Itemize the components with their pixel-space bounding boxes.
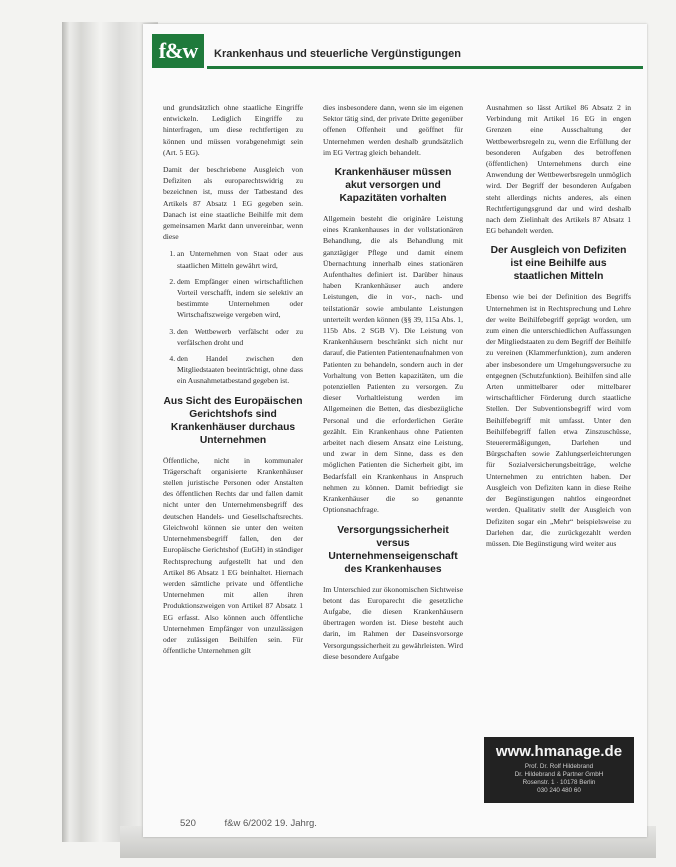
paragraph: Öffentliche, nicht in kommunaler Trägerschaft organisierte Krankenhäuser stellen juristische Personen oder Anstalten des öffentlichen Rechts dar und fallen damit nicht unter den Unternehmensbegriff des deutschen Handels- und Gesellschaftsrechts. Gleichwohl können sie unter den weiten Unternehmensbegriff fallen, den der Europäische Gerichtshof (EuGH) in ständiger Rechtsprechung aufgestellt hat und den Artikel 86 Absatz 1 EG beinhaltet. Hiernach werden sämtliche private und öffentliche Unternehmen mit allen ihren Produktionszweigen von Artikel 87 Absatz 1 EG erfasst. Also können auch öffentliche Unternehmen Empfänger von unzulässigen oder zulässigen Beihilfen sein. Für öffentliche Unternehmen gilt bbox=[163, 455, 303, 656]
criteria-list bbox=[163, 248, 303, 386]
text-column-3 bbox=[486, 102, 631, 555]
journal-logo: f&w bbox=[152, 34, 204, 68]
list-item: 1. an Unternehmen von Staat oder aus staatlichen Mitteln gewährt wird, bbox=[177, 248, 303, 270]
section-title: Krankenhaus und steuerliche Vergünstigungen bbox=[214, 48, 461, 60]
page-number: 520 bbox=[180, 818, 196, 829]
ad-text-line: Rosenstr. 1 · 10178 Berlin bbox=[522, 779, 596, 786]
paragraph: Allgemein besteht die originäre Leistung eines Krankenhauses in der vollstationären Behandlung, die als Behandlung mit ganztägiger Pflege und damit einem Übernachtung innerhalb eines stationären Aufenthaltes definiert ist. Darüber hinaus haben Krankenhäuser auch andere Leistungen, die in vor-, nach- und teilstationär sowie ambulante Leistungen unterteilt werden können (§§ 39, 115a Abs. 1, 115b Abs. 2 SGB V). Die Leistung von Krankenhäusern beschränkt sich nicht nur darauf, die Patienten Patientenaufnahmen von Patienten zu behandeln, sondern auch in der Vorhaltung von Betten kapazitäten, um die potenziellen Patienten zu versorgen. Zu dieser Vorhaltleistung werden im Allgemeinen die Betten, das diesbezügliche Personal und die erforderlichen Geräte gezählt. Ein Krankenhaus ohne Patienten arbeitet nach diesem Ansatz eine Leistung, und zwar in dem Sinne, dass es den möglichen Patienten die Sicherheit gibt, im Bedarfsfall ein Krankenhaus in Anspruch nehmen zu können. Damit befriedigt sie Krankenhäuser die so genannte Optionsnachfrage. bbox=[323, 214, 463, 515]
ad-text-line: Prof. Dr. Rolf Hildebrand bbox=[524, 763, 594, 770]
paragraph: und grundsätzlich ohne staatliche Eingriffe entwickeln. Lediglich Eingriffe zu hinterfragen, um diese rechtfertigen zu können und müssen vorabgenehmigt sein (Art. 5 EG). bbox=[163, 103, 303, 157]
page-footer bbox=[180, 818, 343, 829]
ad-url[interactable]: www.hmanage.de bbox=[495, 743, 623, 760]
ad-text-line: Dr. Hildebrand & Partner GmbH bbox=[514, 771, 604, 778]
paragraph: dies insbesondere dann, wenn sie im eigenen Sektor tätig sind, der private Dritte gegenüber offenen Offenheit und geöffnet für Unternehmen werden deshalb grundsätzlich im EG Vertrag gleich behandelt. bbox=[323, 103, 463, 157]
list-item: 4. den Handel zwischen den Mitgliedstaaten beeinträchtigt, ohne dass ein Ausnahmetatbestand gegeben ist. bbox=[177, 353, 303, 387]
text-column-1 bbox=[163, 102, 303, 662]
header-rule bbox=[207, 66, 643, 69]
paragraph: Im Unterschied zur ökonomischen Sichtweise betont das Europarecht die gesetzliche Aufgabe, die diesen Krankenhäusern übertragen worden ist. Diese besteht auch darin, im Rahmen der Daseinsvorsorge Versorgungssicherheit zu gewährleisten. Wird diese besondere Aufgabe bbox=[323, 584, 463, 661]
issue-info: f&w 6/2002 19. Jahrg. bbox=[224, 818, 317, 829]
subheading: Krankenhäuser müssen akut versorgen und Kapazitäten vorhalten bbox=[334, 167, 452, 205]
subheading: Aus Sicht des Europäischen Gerichtshofs sind Krankenhäuser durchaus Unternehmen bbox=[163, 395, 303, 446]
paragraph: Ebenso wie bei der Definition des Begriffs Unternehmen ist in Rechtsprechung und Lehre der weite Beihilfebegriff geprägt worden, um zum einen die unterschiedlichen Auffassungen der Mitgliedstaaten zu dem Begriff der Beihilfe zu vereinen (Klammerfunktion), zum anderen aber insbesondere um Umgehungsversuche zu entgegnen (Schutzfunktion). Beihilfen sind alle Arten unmittelbarer oder mittelbarer wirtschaftlicher Förderung durch staatliche Stellen. Der Subventionsbegriff wird vom Beihilfebegriff mit umfasst. Unter den Beihilfebegriff fallen etwa Zinszuschüsse, Steuerermäßigungen, Darlehen und Bürgschaften sowie Zahlungserleichterungen für Sozialversicherungsbeiträge, welche Unternehmen zu entrichten haben. Der Ausgleich von Defiziten kann in diese Reihe der Begünstigungen nahtlos eingeordnet werden. Qualitativ stellt der Ausgleich von Defiziten sogar ein „Mehr“ beispielsweise zu Darlehen dar, die zurückgezahlt werden müssen. Die Begünstigung wird weiter aus bbox=[486, 292, 631, 548]
paragraph: Damit der beschriebene Ausgleich von Defiziten als europarechtswidrig zu bezeichnen ist, muss der Tatbestand des Artikels 87 Absatz 1 EG gegeben sein. Danach ist eine staatliche Beihilfe mit dem gemeinsamen Markt dann unvereinbar, wenn diese bbox=[163, 165, 303, 242]
list-item: 3. den Wettbewerb verfälscht oder zu verfälschen droht und bbox=[177, 326, 303, 348]
ad-text-line: 030 240 480 60 bbox=[537, 787, 581, 794]
subheading: Der Ausgleich von Defiziten ist eine Beihilfe aus staatlichen Mitteln bbox=[490, 245, 627, 283]
text-column-2 bbox=[323, 102, 463, 668]
paragraph: Ausnahmen so lässt Artikel 86 Absatz 2 in Verbindung mit Artikel 16 EG in engen Grenzen eine Ausschaltung der Wettbewerbsregeln zu, wenn die Erfüllung der besonderen Aufgaben des betroffenen (öffentlichen) Unternehmens durch eine Anwendung der Wettbewerbsregeln unmöglich wird. Der Begriff der besonderen Aufgaben steht allerdings nichts anderes, als einen Rechtfertigungsgrund dar und wird deshalb nach dem Zielinhalt des Artikels 87 Absatz 1 EG behandelt werden. bbox=[486, 103, 631, 236]
list-item: 2. dem Empfänger einen wirtschaftlichen Vorteil verschafft, indem sie selektiv an bestimmte Unternehmen oder Wirtschaftszweige vergeben wird, bbox=[177, 276, 303, 321]
advertisement-box[interactable] bbox=[484, 737, 634, 803]
subheading: Versorgungssicherheit versus Unternehmenseigenschaft des Krankenhauses bbox=[328, 524, 458, 575]
